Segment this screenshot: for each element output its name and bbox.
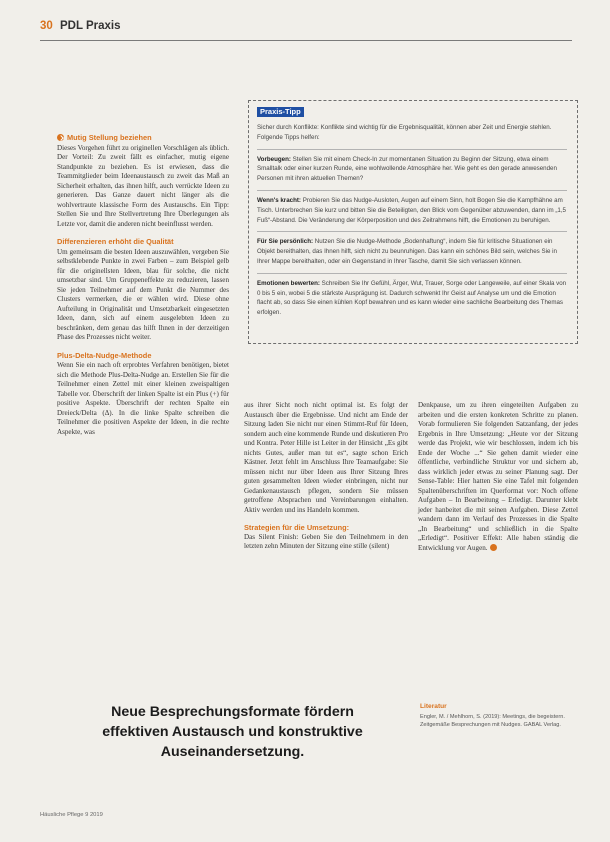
tip-divider (257, 190, 567, 191)
page-number: 30 (40, 20, 53, 32)
literature-heading: Literatur (420, 703, 447, 710)
section-heading: Mutig Stellung beziehen (57, 133, 229, 143)
page-footer: Häusliche Pflege 9 2019 (40, 812, 103, 818)
tip-item (257, 279, 567, 318)
pull-quote-line: effektiven Austausch und konstruktive (102, 724, 363, 740)
column-2 (244, 401, 408, 552)
body-text: Um gemeinsam die besten Ideen auszuwählen, vergeben Sie selbstklebende Punkte in zwei Farben – zum Beispiel gelb für die originellsten Ideen, blau für solche, die nicht umsetzbar sind. Um Gruppeneffekte zu reduzieren, lassen Sie jeden Teilnehmer auf dem Punkt die Nummer des Clusters vermerken, die er wählen wird. Diese ohne Aufteilung in Originalität und Umsetzbarkeit eingesetzten Ideen, dann, sich auf einem ausgelebten Ideen zu beschränken, dem genau das hilft Ihnen in der derzeitigen Phase des Prozesses nicht weiter. (57, 247, 229, 341)
pull-quote-line: Auseinandersetzung. (160, 744, 305, 760)
section-heading: Plus-Delta-Nudge-Methode (57, 350, 152, 360)
pull-quote (80, 702, 385, 762)
body-text: Wenn Sie ein nach oft erprobtes Verfahren benötigen, bietet sich die Methode Plus-Delta-Nudge an. Erstellen Sie für die Teilnehmer einen Zettel mit einer kleinen zweispaltigen Tabelle vor. Überschrift der linken Spalte ist ein Plus (+) für positive Aspekte. Überschrift der rechten Spalte ein Dreieck/Delta (Δ). In die linke Spalte schreiben die Teilnehmer die positiven Aspekte der Ideen, in die rechte Aspekte, was (57, 361, 229, 436)
tip-item-text: Probieren Sie das Nudge-Ausloten, Augen auf einem Sinn, holt Bogen Sie die Kampfhähne am Tisch. Unterbrechen Sie kurz und bitten Sie die Beteiligten, den Blick vom Gegenüber abzuwenden, dann im „1,5 Fuß“-Abstand. Die Veränderung der Körperposition und des Zeitrahmens hilft, die Emotionen zu beruhigen. (257, 196, 566, 224)
tip-item-key: Vorbeugen: (257, 155, 291, 163)
tip-item-key: Für Sie persönlich: (257, 238, 314, 246)
tip-item (257, 155, 567, 184)
body-text: aus ihrer Sicht noch nicht optimal ist. Es folgt der Austausch über die Ergebnisse. Und nicht am Ende der Sitzung laden Sie nicht nur einen Stimmt-Ruf für Ideen, sondern auch eine kommende Runde und diskutieren Pro und Kontra. Peter Hille ist Leiter in der Hinsicht „Es gibt nichts Gutes, außer man tut es“, sagte schon Erich Kästner. Jetzt fehlt im Anschluss Ihre Teamaufgabe: Sie müssen nicht nur über Ideen aus Ihrer Sitzung Ihres guten gesammelten Ideen wieder einbringen, nicht nur Gedankenaustausch pflegen, sondern Sie müssen getroffene Absprachen und Vereinbarungen einhalten. Aktiv werden und ins Handeln kommen. (244, 401, 408, 514)
tip-divider (257, 273, 567, 274)
tip-intro: Sicher durch Konflikte: Konflikte sind wichtig für die Ergebnisqualität, können aber Zeit und Energie stehlen. Folgende Tipps helfen: (257, 124, 552, 141)
tip-badge: Praxis-Tipp (257, 107, 304, 117)
page-header (40, 20, 121, 32)
end-mark-icon (490, 544, 497, 551)
practice-tip-box (248, 100, 578, 344)
tip-item-text: Schreiben Sie Ihr Gefühl, Ärger, Wut, Trauer, Sorge oder Langeweile, auf einer Skala von 0 bis 5 ein, wobei 5 die stärkste Ausprägung ist. Dadurch schwenkt Ihr Geist auf Analyse um und die Emotion flacht ab, so dass Sie einen kühlen Kopf bewahren und es kann wieder eine sachliche Bearbeitung des Themas erfolgen. (257, 279, 567, 317)
pull-quote-line: Neue Besprechungsformate fördern (111, 704, 354, 720)
tip-divider (257, 231, 567, 232)
column-1 (57, 133, 229, 437)
literature-box (420, 703, 576, 729)
body-text: Denkpause, um zu ihren eingeteilten Aufgaben zu arbeiten und die ersten konkreten Schritte zu planen. Vorab formulieren Sie folgenden Satzanfang, der jedes Ergebnis in Ihre Umsetzung: „Heute vor der Sitzung werde das Projekt, wie wir beschlossen, indem ich bis Ende der Woche ...“ Sie gehen damit wieder eine öffentliche, verbindliche Struktur vor und sichern ab, dass wirklich jeder etwas zu seiner Planung sagt. Der Sense-Table: Hier hatten Sie eine Tafel mit folgenden Spaltenüberschriften im Querformat vor: Noch offene Aufgaben – In Bearbeitung – Erledigt. Darunter klebt jeder hanbeitet die mit seinen Aufgaben. Diese Zettel wandern dann im Verlauf des Prozesses in die Spalte „In Bearbeitung“ und schließlich in die Spalte „Erledigt“. Positiver Effekt: Alle haben ständig die Entwicklung vor Augen. (418, 401, 578, 552)
tip-item-text: Nutzen Sie die Nudge-Methode „Bodenhaftung“, indem Sie für kritische Situationen ein Objekt bereithalten, das Ihnen hilft, sich nicht zu beunruhigen. Das kann ein schönes Bild sein, welches Sie in Ihrer Mappe bereithalten, oder ein Gegenstand in Ihrer Tasche, damit Sie sich verlassen können. (257, 238, 557, 265)
section-heading: Strategien für die Umsetzung: (244, 523, 350, 532)
section-title: PDL Praxis (60, 20, 121, 32)
header-divider (40, 40, 572, 41)
tip-divider (257, 149, 567, 150)
tip-item-key: Emotionen bewerten: (257, 279, 320, 287)
tip-item (257, 196, 567, 225)
section-heading: Differenzieren erhöht die Qualität (57, 237, 174, 246)
tip-item-key: Wenn's kracht: (257, 196, 301, 204)
tip-item-text: Stellen Sie mit einem Check-In zur momentanen Situation zu Beginn der Sitzung, etwa einem Smalltalk oder einer kurzen Runde, eine wohlwollende Atmosphäre her. Wie geht es den gerade anwesenden Personen mit ihren aktuellen Themen? (257, 155, 557, 183)
column-3 (418, 401, 578, 553)
body-text: Dieses Vorgehen führt zu originellen Vorschlägen als üblich. Der Vorteil: Zu zweit fällt es einfacher, mutig eigene Standpunkte zu beziehen. Es ist erwiesen, dass die Teammitglieder beim Ideenaustausch zu zweit das Maß an Sicherheit erhalten, das ihnen hilft, auch verrückte Ideen zu generieren. Das Ganze dauert nicht länger als die wohlvertraute klassische Form des Austauschs. Ein Tipp: Stellen Sie und Ihre Stellvertretung Ihre Überlegungen als Letzte vor, damit die anderen nicht beeinflusst werden. (57, 143, 229, 228)
tip-item (257, 237, 567, 266)
check-bullet-icon (57, 134, 64, 141)
body-text: Das Silent Finish: Geben Sie den Teilnehmern in den letzten zehn Minuten der Sitzung eine stille (silent) (244, 532, 408, 550)
literature-text: Engler, M. / Mehlhorn, S. (2019): Meetings, die begeistern. Zeitgemäße Besprechungen mit Nudges. GABAL Verlag. (420, 714, 565, 728)
